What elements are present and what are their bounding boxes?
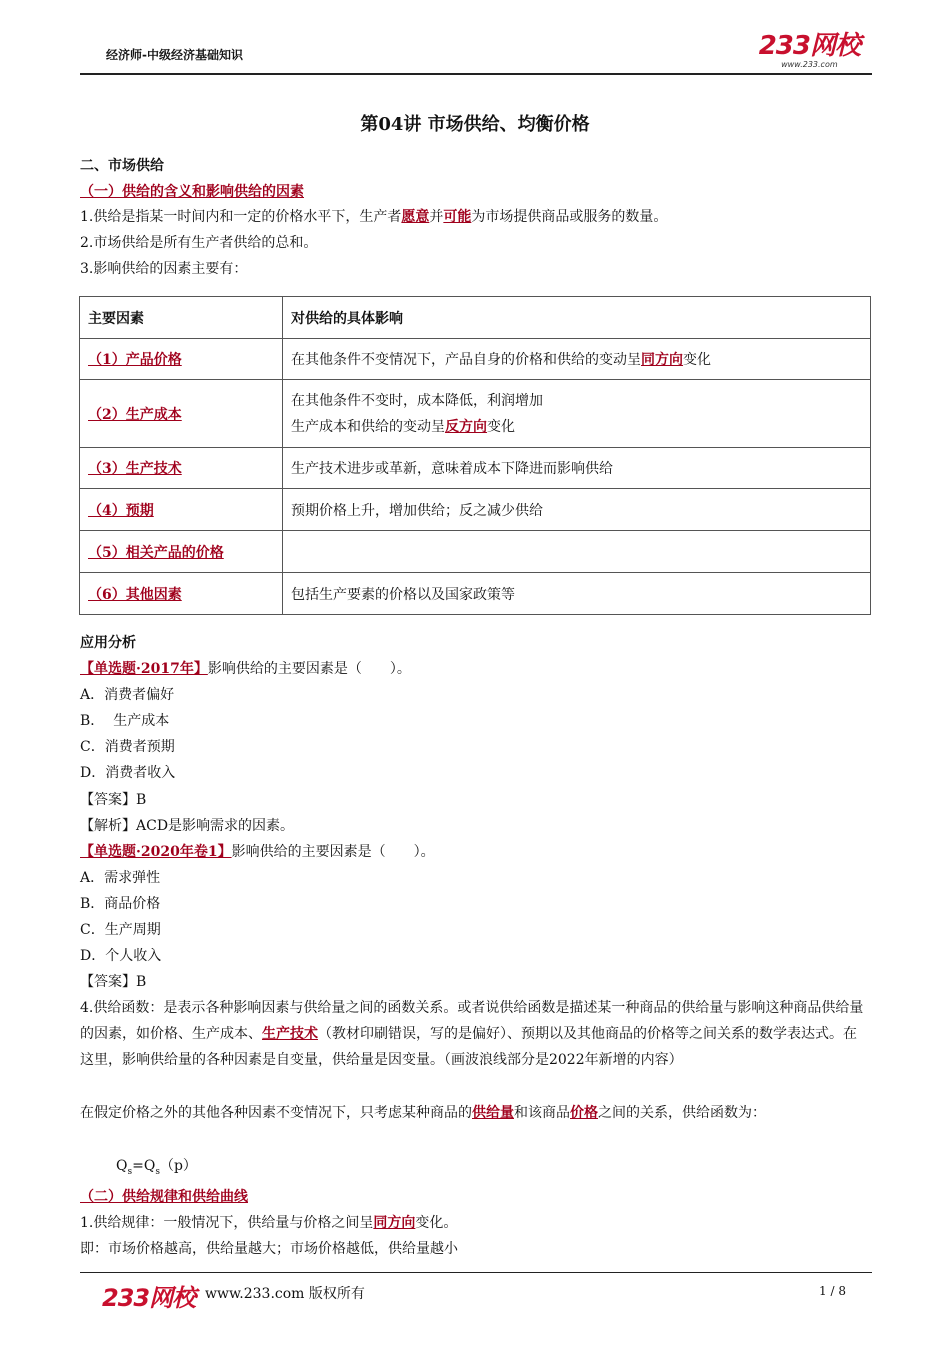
analysis-heading: 应用分析 [80,635,136,651]
factor-other: （6）其他因素 [88,586,182,603]
footer-logo[interactable]: 233网校 [102,1284,196,1312]
q1-option-a: A．消费者偏好 [80,687,175,703]
question-1-stem: 影响供给的主要因素是（ ）。 [207,661,411,677]
p5-text-b: 和该商品 [514,1105,570,1121]
footer-copyright: www.233.com 版权所有 [205,1286,365,1302]
q2-answer: 【答案】B [80,974,147,990]
impact-text: 在其他条件不变时，成本降低，利润增加 [291,392,543,409]
formula-q: Q [116,1158,128,1174]
keyword-willing: 愿意 [401,209,430,225]
page-number: 1 / 8 [819,1284,846,1298]
impact-cell [283,380,871,448]
formula-sub: s [155,1166,160,1177]
impact-cell: 生产技术进步或革新，意味着成本下降进而影响供给 [283,448,871,489]
p6-text-b: 变化。 [415,1215,458,1231]
logo-text: 233网校 [758,31,860,61]
section-heading: 二、市场供给 [80,158,164,174]
factor-expectation: （4）预期 [88,502,154,519]
factor-related-price: （5）相关产品的价格 [88,544,224,561]
p1-text-c: 为市场提供商品或服务的数量。 [471,209,668,225]
factor-cost: （2）生产成本 [88,406,182,423]
paragraph-7: 即：市场价格越高，供给量越大；市场价格越低，供给量越小 [80,1241,458,1257]
impact-cell [283,339,871,380]
question-2-stem: 影响供给的主要因素是（ ）。 [231,844,435,860]
table-row [80,489,871,531]
q1-answer: 【答案】B [80,792,147,808]
q2-option-b: B．商品价格 [80,896,161,912]
q1-option-b: B． 生产成本 [80,713,170,729]
factor-price: （1）产品价格 [88,352,182,368]
supply-factors-table [79,296,871,615]
q2-option-d: D．个人收入 [80,948,162,964]
table-row [80,531,871,573]
formula-sub: s [127,1166,133,1177]
q1-option-c: C．消费者预期 [80,739,175,755]
p6-text-a: 1.供给规律：一般情况下，供给量与价格之间呈 [80,1215,374,1231]
paragraph-3: 3.影响供给的因素主要有： [80,261,248,277]
q2-option-c: C．生产周期 [80,922,161,938]
impact-cell: 包括生产要素的价格以及国家政策等 [283,573,871,615]
doc-header-title: 经济师-中级经济基础知识 [106,48,243,62]
table-header-impact: 对供给的具体影响 [283,297,871,339]
impact-text-end: 变化 [683,352,711,368]
table-row [80,448,871,489]
question-2-tag: 【单选题·2020年卷1】 [80,844,232,860]
p4-text-b: （教材印刷错误，写的是偏好）、预期以及其他商品的价格等之间关系的数学表达式。在这里，影响供给量的各种因素是自变量，供给量是因变量。（画波浪线部分是2022年新增的内容） [80,1026,857,1068]
table-row [80,339,871,380]
p1-text-b: 并 [429,209,444,225]
keyword-same-direction: 同方向 [641,352,683,368]
factor-technology: （3）生产技术 [88,461,182,477]
impact-cell: 预期价格上升，增加供给；反之减少供给 [283,489,871,531]
paragraph-5 [80,1104,766,1122]
question-1 [80,660,411,678]
formula-tail: （p） [159,1158,197,1174]
table-header-factor: 主要因素 [80,297,283,339]
table-header-row [80,297,871,339]
paragraph-2: 2.市场供给是所有生产者供给的总和。 [80,235,318,251]
keyword-same-direction-2: 同方向 [373,1215,416,1231]
brand-logo[interactable] [759,32,860,69]
header-rule [80,73,872,75]
impact-text: 在其他条件不变情况下，产品自身的价格和供给的变动呈 [291,352,641,368]
p4-text-a: 4.供给函数：是表示各种影响因素与供给量之间的函数关系。或者说供给函数是描述某一种商品的供给量与影响这种商品供给量的因素，如价格、生产成本、 [80,1000,864,1042]
page-title: 第04讲 市场供给、均衡价格 [360,114,590,135]
paragraph-6 [80,1214,457,1232]
impact-cell [283,531,871,573]
p5-text-a: 在假定价格之外的其他各种因素不变情况下，只考虑某种商品的 [80,1105,472,1121]
keyword-able: 可能 [443,209,472,225]
keyword-supply-quantity: 供给量 [472,1105,514,1121]
p1-text-a: 1.供给是指某一时间内和一定的价格水平下，生产者 [80,209,402,225]
paragraph-1 [80,208,667,226]
impact-text-line2 [291,414,862,440]
q1-option-d: D．消费者收入 [80,765,176,781]
q2-option-a: A．需求弹性 [80,870,161,886]
subsection-heading-2: （二）供给规律和供给曲线 [80,1189,248,1205]
impact-text: 生产成本和供给的变动呈 [291,418,445,435]
impact-text-end: 变化 [487,418,515,435]
p5-text-c: 之间的关系，供给函数为： [598,1105,766,1121]
formula-eq: =Q [132,1158,156,1174]
supply-function-formula [116,1157,197,1181]
paragraph-4 [80,995,870,1073]
question-2 [80,843,435,861]
table-row [80,380,871,448]
q1-explanation: 【解析】ACD是影响需求的因素。 [80,818,295,834]
keyword-opposite-direction: 反方向 [445,418,487,435]
question-1-tag: 【单选题·2017年】 [80,661,208,677]
keyword-price: 价格 [570,1105,598,1121]
keyword-technology: 生产技术 [262,1026,318,1042]
footer-rule [80,1272,872,1273]
table-row [80,573,871,615]
logo-url: www.233.com [781,60,838,69]
subsection-heading-1: （一）供给的含义和影响供给的因素 [80,184,304,200]
